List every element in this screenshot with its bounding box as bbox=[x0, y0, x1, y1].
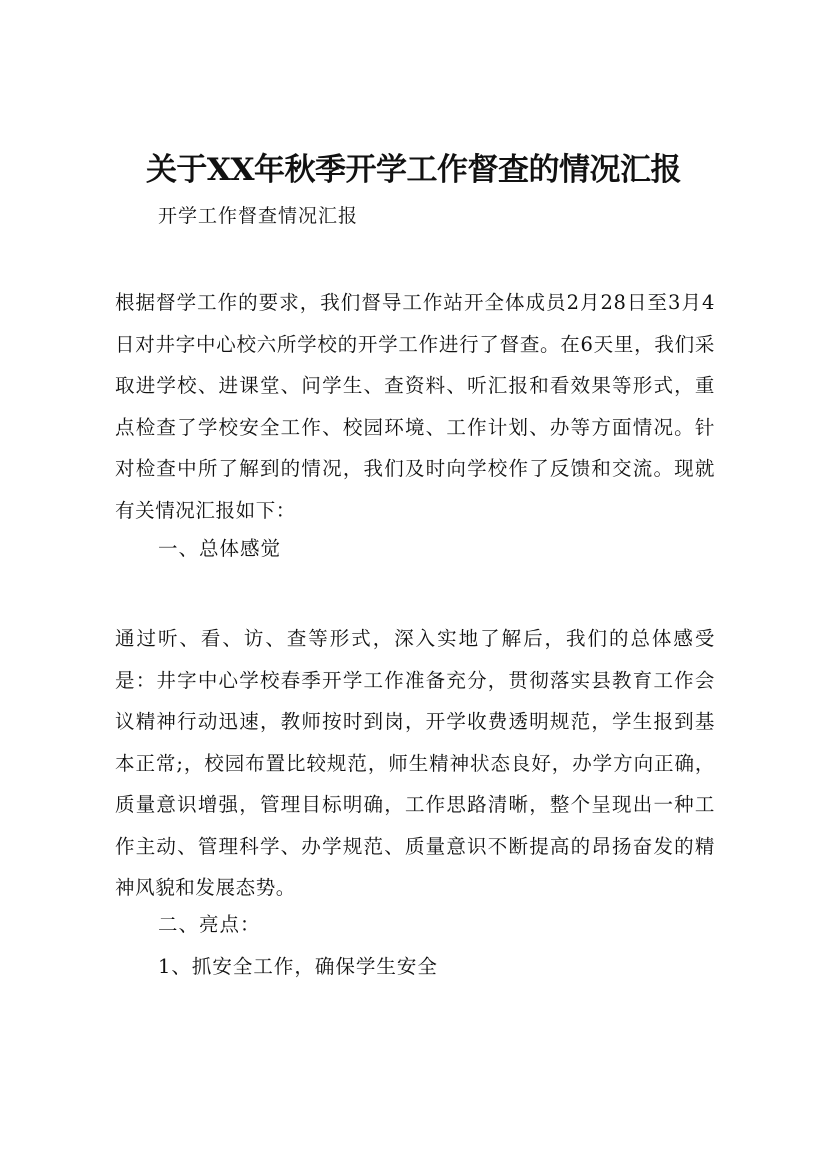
section-heading-highlights: 二、亮点： bbox=[158, 913, 261, 936]
document-subtitle: 开学工作督查情况汇报 bbox=[158, 205, 359, 227]
paragraph-overall: 通过听、看、访、查等形式，深入实地了解后，我们的总体感受是：井字中心学校春季开学工作准备充分，贯彻落实县教育工作会议精神行动迅速，教师按时到岗，开学收费透明规范，学生报到基本正常;，校园布置比较规范，师生精神状态良好，办学方向正确，质量意识增强，管理目标明确，工作思路清晰，整个呈现出一种工作主动、管理科学、办学规范、质量意识不断提高的昂扬奋发的精神风貌和发展态势。 bbox=[115, 627, 715, 899]
document-title: 关于XX年秋季开学工作督查的情况汇报 bbox=[145, 152, 682, 188]
section-heading-overall: 一、总体感觉 bbox=[158, 537, 282, 560]
item-heading-safety: 1、抓安全工作，确保学生安全 bbox=[158, 955, 438, 978]
paragraph-intro: 根据督学工作的要求，我们督导工作站开全体成员2月28日至3月4日对井字中心校六所学校的开学工作进行了督查。在6天里，我们采取进学校、进课堂、问学生、查资料、听汇报和看效果等形式，重点检查了学校安全工作、校园环境、工作计划、办等方面情况。针对检查中所了解到的情况，我们及时向学校作了反馈和交流。现就有关情况汇报如下： bbox=[115, 291, 715, 522]
